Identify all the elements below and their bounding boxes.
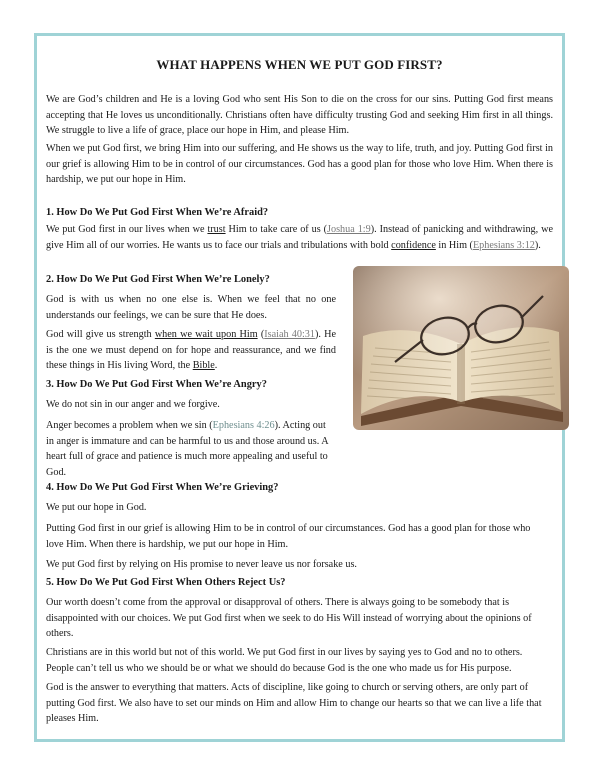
section-3-paragraph-1: We do not sin in our anger and we forgive. [46,399,220,410]
confidence-link[interactable]: confidence [391,239,436,251]
section-4-paragraph-3: We put God first by relying on His promise to never leave us nor forsake us. [46,559,357,570]
section-5-paragraph-2: Christians are in this world but not of this world. We put God first in our lives by saying yes to God and no to others. People can’t tell us who we should be or what we should do because God is the one who made us for His purpose. [46,647,523,674]
section-2-paragraph-2: God will give us strength when we wait upon Him (Isaiah 40:31). He is the one we must depend on for hope and reassurance, and we find these things in His living Word, the Bible. [46,329,336,372]
isaiah-link[interactable]: Isaiah 40:31 [264,329,315,340]
section-2-heading: 2. How Do We Put God First When We’re Lonely? [46,274,270,285]
ephesians-4-26-link[interactable]: Ephesians 4:26 [212,420,275,431]
section-4-paragraph-1: We put our hope in God. [46,502,147,513]
bible-link[interactable]: Bible [192,360,215,372]
joshua-link[interactable]: Joshua 1:9 [327,224,371,235]
section-2-paragraph-1: God is with us when no one else is. When we feel that no one understands our feelings, we can be sure that He does. [46,294,336,321]
page-frame [34,33,565,742]
section-4-heading: 4. How Do We Put God First When We’re Grieving? [46,482,279,493]
open-book-glasses-illustration [353,266,569,430]
bible-glasses-image [353,266,569,430]
section-1-paragraph: We put God first in our lives when we trust Him to take care of us (Joshua 1:9). Instead of panicking and withdrawing, we give Him all of our worries. He wants us to face our trials and tribulations with bold confidence in Him (Ephesians 3:12). [46,224,554,251]
section-5-heading: 5. How Do We Put God First When Others Reject Us? [46,577,286,588]
ephesians-3-12-link[interactable]: Ephesians 3:12 [472,239,535,251]
intro-paragraph-1: We are God’s children and He is a loving God who sent His Son to die on the cross for our sins. Putting God first means accepting that He loves us unconditionally. Christians often have difficulty trusting God and seeking Him first in all things. We struggle to live a life of grace, place our hope in Him, and please Him. [46,94,553,137]
intro-paragraph-2: When we put God first, we bring Him into our suffering, and He shows us the way to life, truth, and joy. Putting God first in our grief is allowing Him to be in control of our circumstances. God has a good plan for those who love Him. When there is hardship, we put our hope in Him. [46,143,553,186]
section-5-paragraph-1: Our worth doesn’t come from the approval or disapproval of others. There is always going to be somebody that is disappointed with our choices. We put God first when we seek to do His Will instead of worrying about the opinions of others. [46,597,532,640]
section-5-paragraph-3: God is the answer to everything that matters. Acts of discipline, like going to church or serving others, are only part of putting God first. We also have to set our minds on Him and allow Him to change our hearts so that we can live a life that pleases Him. [46,682,542,725]
trust-link[interactable]: trust [207,224,226,235]
section-3-paragraph-2: Anger becomes a problem when we sin (Ephesians 4:26). Acting out in anger is immature and can be harmful to us and those around us. A heart full of grace and patience is much more appealing and useful to God. [46,420,329,478]
page-title: WHAT HAPPENS WHEN WE PUT GOD FIRST? [156,57,443,72]
section-1-heading: 1. How Do We Put God First When We’re Afraid? [46,207,269,218]
section-4-paragraph-2: Putting God first in our grief is allowing Him to be in control of our circumstances. God has a good plan for those who love Him. When there is hardship, we put our hope in Him. [46,523,531,550]
section-3-heading: 3. How Do We Put God First When We’re Angry? [46,379,267,390]
wait-upon-him-link[interactable]: when we wait upon Him [154,329,258,340]
